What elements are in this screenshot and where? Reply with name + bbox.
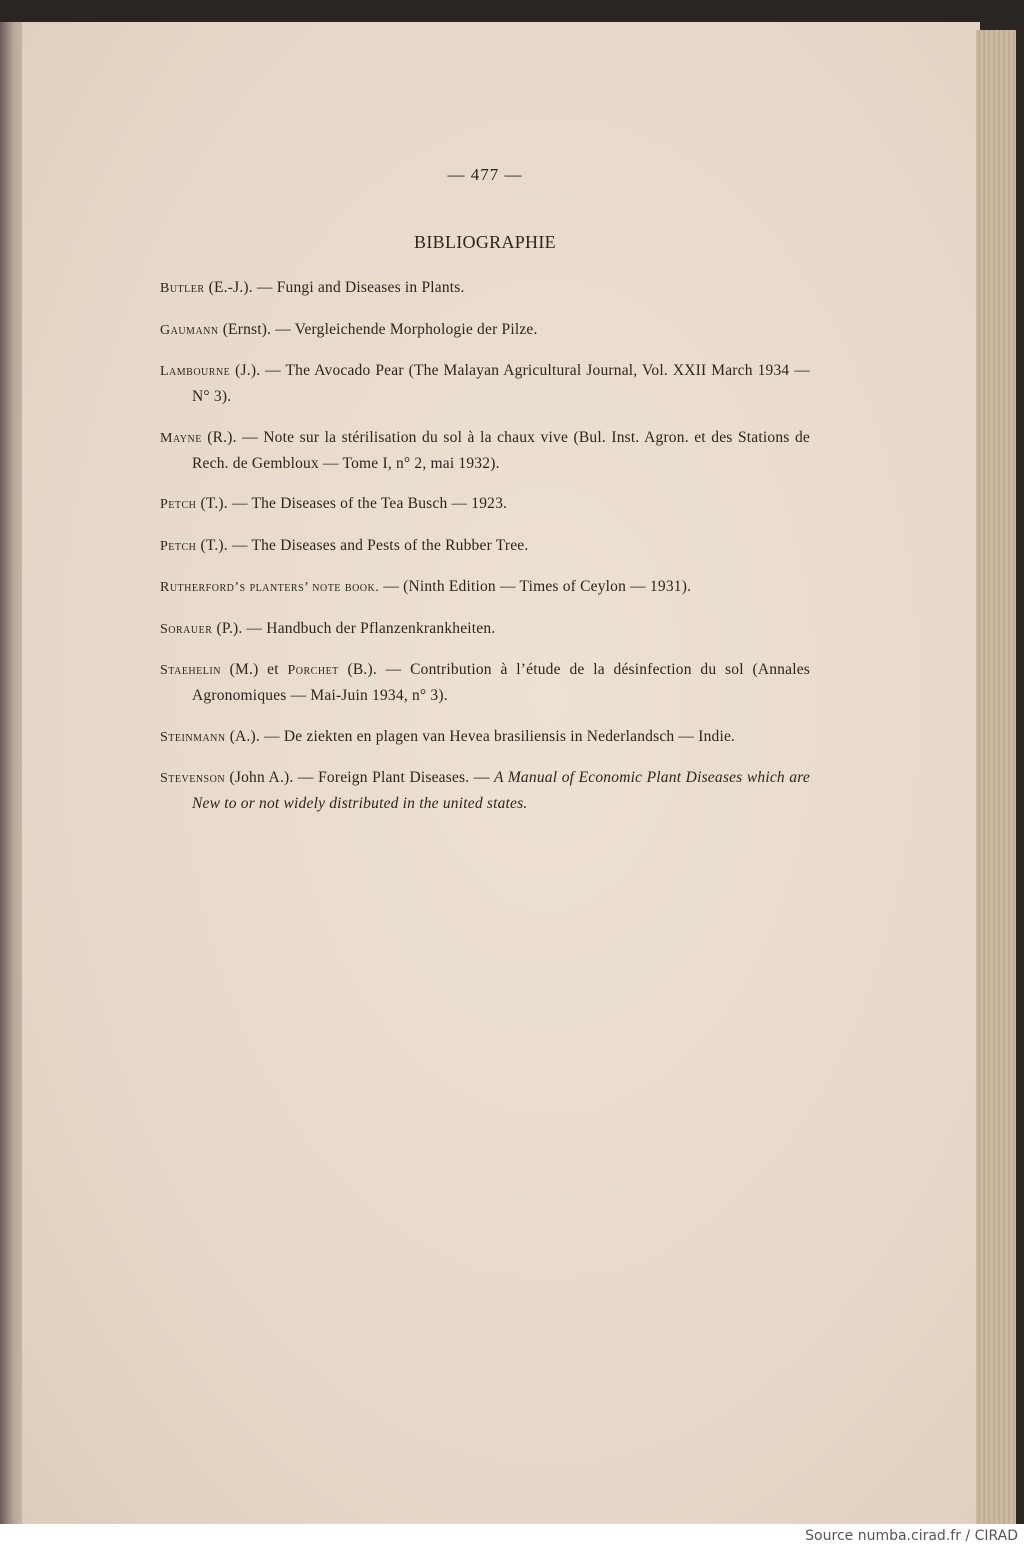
- entry-text: (T.). — The Diseases and Pests of the Rubber Tree.: [196, 536, 529, 554]
- entry-author: Gaumann: [160, 322, 219, 338]
- entry-text: (E.-J.). — Fungi and Diseases in Plants.: [204, 279, 465, 296]
- entry-author: Mayne: [160, 430, 202, 446]
- bibliography-entry: [160, 358, 810, 409]
- entry-text: (R.). — Note sur la stérilisation du sol à la chaux vive (Bul. Inst. Agron. et des Stations de Rech. de Gembloux — Tome I, n° 2, mai 1932).: [192, 428, 810, 472]
- entry-author: Stevenson: [160, 771, 226, 786]
- entry-author: Rutherford’s planters’ note book.: [160, 580, 380, 595]
- bibliography-entry: [160, 533, 810, 559]
- entry-text: (A.). — De ziekten en plagen van Hevea brasiliensis in Nederlandsch — Indie.: [225, 727, 736, 745]
- entry-text: (M.) et: [220, 661, 288, 678]
- entry-text: (B.). — Contribution à l’étude de la désinfection du sol (Annales Agronomiques — Mai-Juin 1934, n° 3).: [192, 661, 811, 704]
- bibliography-entry: [160, 425, 810, 476]
- entry-author: Staehelin: [160, 663, 221, 678]
- page-number: — 477 —: [447, 165, 523, 184]
- entry-text: (John A.). — Foreign Plant Diseases. —: [225, 769, 494, 786]
- entry-text: (J.). — The Avocado Pear (The Malayan Agricultural Journal, Vol. XXII March 1934 — N° 3).: [192, 362, 810, 405]
- entry-text: (T.). — The Diseases of the Tea Busch — 1923.: [196, 495, 508, 512]
- entry-author-2: Porchet: [287, 663, 339, 678]
- entry-text: — (Ninth Edition — Times of Ceylon — 1931).: [379, 578, 692, 595]
- bibliography-entry: [160, 657, 810, 708]
- entry-author: Petch: [160, 538, 197, 554]
- source-credit: Source numba.cirad.fr / CIRAD: [805, 1528, 1018, 1544]
- entry-text: (Ernst). — Vergleichende Morphologie der Pilze.: [218, 320, 538, 338]
- page-content: [160, 165, 810, 827]
- bibliography-entry: [160, 574, 810, 600]
- bibliography-entry: [160, 616, 810, 642]
- entry-author: Sorauer: [160, 621, 213, 637]
- entry-text: (P.). — Handbuch der Pflanzenkrankheiten.: [212, 619, 496, 637]
- bibliography-list: [160, 275, 810, 816]
- bibliography-entry: [160, 724, 810, 750]
- section-heading: BIBLIOGRAPHIE: [414, 232, 556, 252]
- bibliography-entry: [160, 275, 810, 301]
- bibliography-entry: [160, 491, 810, 517]
- page-edges: [976, 30, 1016, 1524]
- entry-author: Butler: [160, 281, 205, 296]
- entry-author: Petch: [160, 497, 197, 512]
- entry-author: Steinmann: [160, 729, 226, 745]
- entry-author: Lambourne: [160, 364, 231, 379]
- bibliography-entry: [160, 317, 810, 343]
- entry-italic-text: A Manual of Economic Plant Diseases which are New to or not widely distributed in the united states.: [192, 769, 810, 812]
- bibliography-entry: [160, 765, 810, 816]
